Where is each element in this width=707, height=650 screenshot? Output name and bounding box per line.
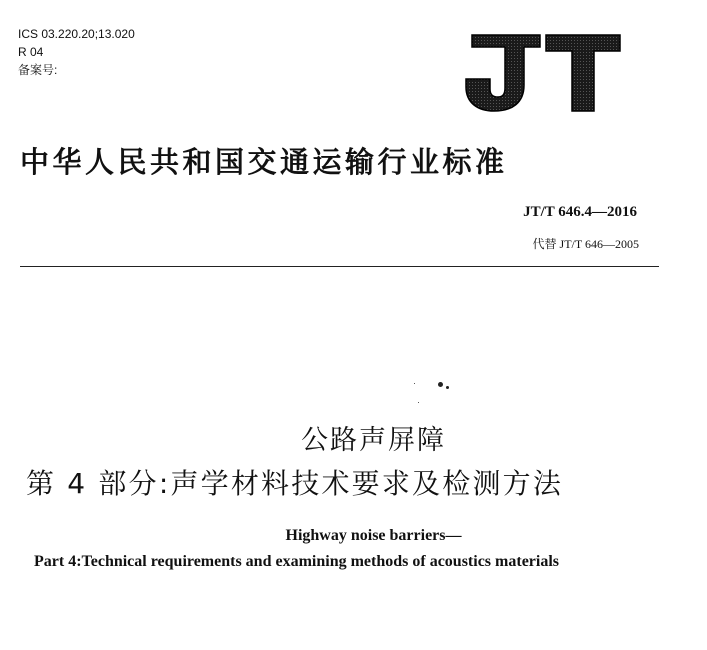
replaces-standard: 代替 JT/T 646—2005	[532, 237, 639, 251]
scan-speck	[414, 383, 415, 384]
document-title-en-main: Highway noise barriers—	[285, 527, 462, 544]
jt-logo-graphic	[462, 33, 624, 113]
ics-code: ICS 03.220.20;13.020	[18, 27, 135, 41]
document-title-cn-part: 第 4 部分:声学材料技术要求及检测方法	[26, 467, 564, 500]
category-code: R 04	[18, 45, 44, 59]
document-title-cn-main: 公路声屏障	[301, 425, 446, 456]
scan-speck	[418, 402, 419, 403]
record-number-label: 备案号:	[18, 63, 58, 77]
jt-logo	[462, 33, 624, 113]
header-codes	[18, 25, 135, 79]
scan-speck	[438, 382, 443, 387]
document-title-en-part: Part 4:Technical requirements and examining methods of acoustics materials	[34, 553, 560, 570]
scan-speck	[446, 386, 449, 389]
header-divider	[20, 266, 659, 267]
standard-number: JT/T 646.4—2016	[523, 204, 637, 220]
standard-category-title: 中华人民共和国交通运输行业标准	[20, 145, 508, 179]
